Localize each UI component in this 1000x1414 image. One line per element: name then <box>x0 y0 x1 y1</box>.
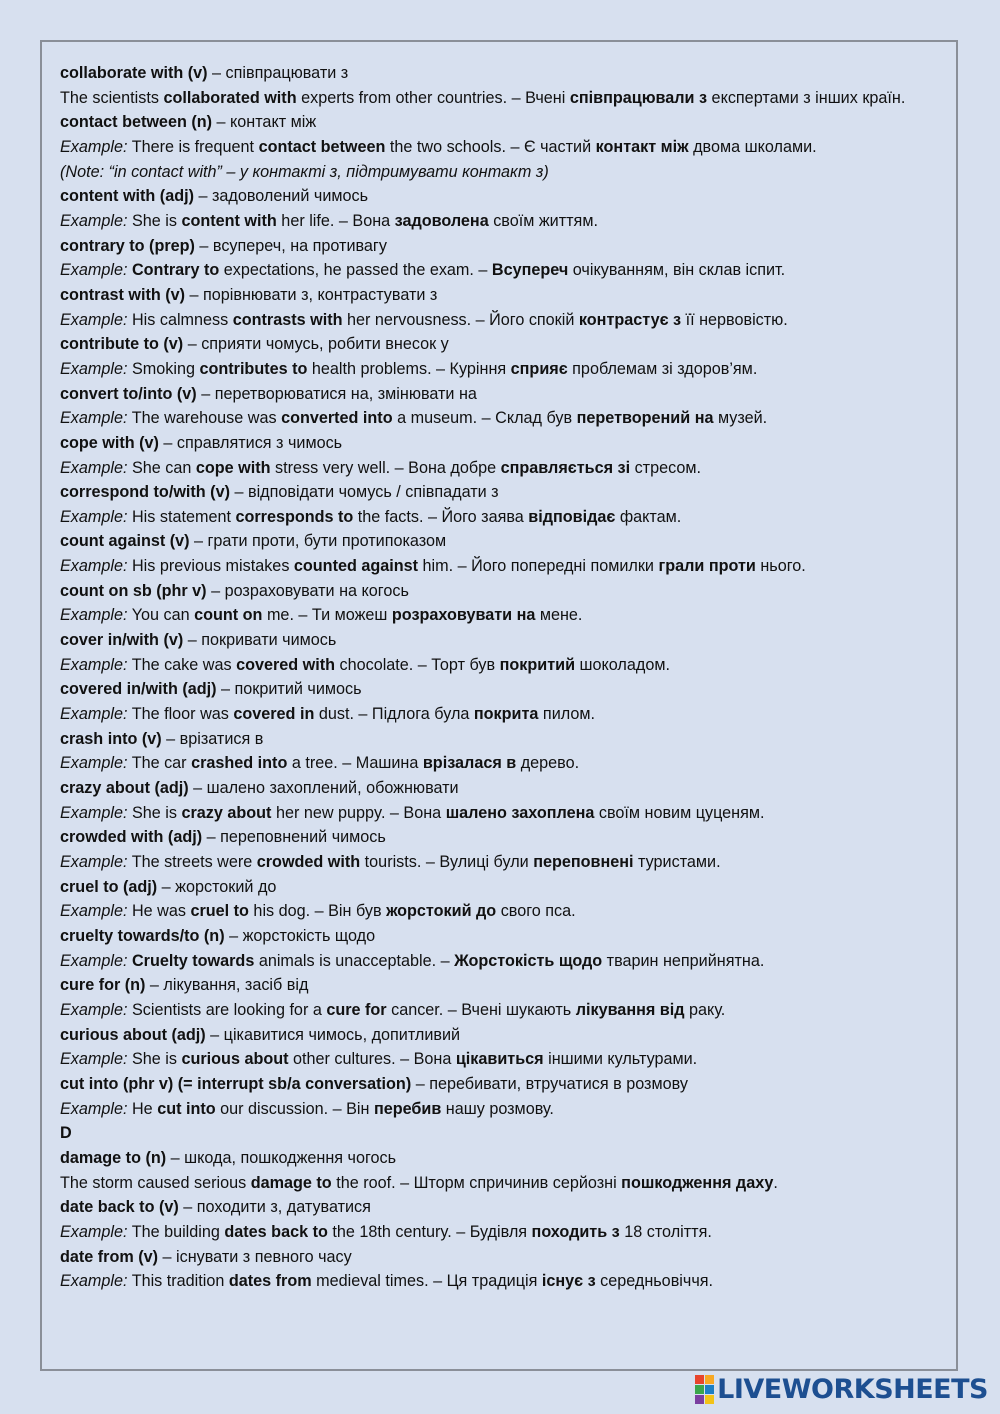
text-segment: шоколадом. <box>575 655 670 674</box>
text-segment: – всупереч, на противагу <box>194 236 387 255</box>
bold-phrase: cut into (phr v) (= interrupt sb/a conversation) <box>60 1074 412 1093</box>
term-heading <box>60 628 940 653</box>
bold-phrase: Cruelty towards <box>131 951 255 970</box>
text-segment: – покривати чимось <box>183 631 337 650</box>
term-heading <box>60 529 940 554</box>
text-segment: нашу розмову. <box>441 1099 554 1118</box>
text-segment: очікуванням, він склав іспит. <box>568 261 786 280</box>
example-line <box>60 258 940 283</box>
italic-phrase: Example: <box>60 557 128 576</box>
text-segment: фактам. <box>615 507 682 526</box>
italic-phrase: Example: <box>60 606 128 625</box>
italic-phrase: Example: <box>60 1050 128 1069</box>
bold-phrase: contrasts with <box>232 310 343 329</box>
text-segment: me. – Ти можеш <box>262 606 392 625</box>
term-heading <box>60 1023 940 1048</box>
example-line <box>60 702 940 727</box>
italic-phrase: Example: <box>60 951 128 970</box>
text-segment: – сприяти чомусь, робити внесок у <box>183 335 449 354</box>
italic-phrase: Example: <box>60 1222 128 1241</box>
bold-phrase: count on <box>194 606 263 625</box>
bold-phrase: correspond to/with (v) <box>60 483 230 502</box>
bold-phrase: пошкодження даху <box>621 1173 774 1192</box>
text-segment: her life. – Вона <box>276 211 395 230</box>
italic-phrase: Example: <box>60 705 128 724</box>
bold-phrase: covered in <box>233 705 315 724</box>
bold-phrase: date back to (v) <box>60 1198 179 1217</box>
italic-phrase: Example: <box>60 310 128 329</box>
text-segment: other cultures. – Вона <box>288 1050 456 1069</box>
text-segment: – співпрацювати з <box>207 64 349 82</box>
bold-phrase: curious about <box>181 1050 289 1069</box>
bold-phrase: D <box>60 1124 72 1143</box>
bold-phrase: грали проти <box>658 557 756 576</box>
text-segment: – покритий чимось <box>216 680 362 699</box>
example-line <box>60 406 940 431</box>
text-segment: – існувати з певного часу <box>158 1247 352 1266</box>
term-heading <box>60 677 940 702</box>
example-line <box>60 209 940 234</box>
text-segment: свого пса. <box>496 902 576 921</box>
italic-phrase: Example: <box>60 1000 128 1019</box>
term-heading <box>60 1146 940 1171</box>
italic-phrase: Example: <box>60 137 128 156</box>
example-line <box>60 1047 940 1072</box>
text-segment: She is <box>127 211 182 230</box>
logo-square <box>695 1375 704 1384</box>
bold-phrase: походить з <box>531 1222 620 1241</box>
text-segment: The car <box>127 754 192 773</box>
text-segment: him. – Його попередні помилки <box>418 557 659 576</box>
term-heading <box>60 283 940 308</box>
example-line <box>60 554 940 579</box>
text-segment: You can <box>127 606 195 625</box>
bold-phrase: контакт між <box>595 137 689 156</box>
italic-phrase: Example: <box>60 1099 128 1118</box>
text-segment: the two schools. – Є частий <box>385 137 596 156</box>
example-line <box>60 456 940 481</box>
bold-phrase: переповнені <box>533 853 634 871</box>
example-line <box>60 899 940 924</box>
logo-square <box>695 1395 704 1404</box>
term-heading <box>60 727 940 752</box>
text-segment: Scientists are looking for a <box>127 1000 327 1019</box>
example-line <box>60 308 940 333</box>
text-segment: – відповідати чомусь / співпадати з <box>229 483 499 502</box>
bold-phrase: contact between <box>258 137 386 156</box>
term-heading <box>60 184 940 209</box>
bold-phrase: contributes to <box>199 359 308 378</box>
liveworksheets-logo-icon <box>695 1375 714 1404</box>
text-segment: Smoking <box>127 359 200 378</box>
bold-phrase: співпрацювали з <box>569 88 708 107</box>
text-segment: – лікування, засіб від <box>145 976 309 995</box>
italic-phrase: Example: <box>60 655 128 674</box>
text-segment: середньовіччя. <box>595 1272 714 1291</box>
text-segment: – цікавитися чимось, допитливий <box>205 1025 461 1044</box>
text-segment: The streets were <box>127 853 257 871</box>
text-segment: . <box>773 1173 778 1192</box>
text-segment: тварин неприйнятна. <box>602 951 765 970</box>
bold-phrase: відповідає <box>528 507 616 526</box>
text-segment: – походити з, датуватися <box>178 1198 371 1217</box>
text-segment: нього. <box>755 557 806 576</box>
term-heading <box>60 61 940 86</box>
bold-phrase: collaborate with (v) <box>60 64 208 82</box>
bold-phrase: лікування від <box>575 1000 685 1019</box>
text-segment: – контакт між <box>212 113 317 132</box>
bold-phrase: справляється зі <box>500 458 631 477</box>
text-segment: our discussion. – Він <box>215 1099 374 1118</box>
term-heading <box>60 480 940 505</box>
text-segment: health problems. – Куріння <box>307 359 511 378</box>
italic-phrase: Example: <box>60 902 128 921</box>
logo-square <box>705 1385 714 1394</box>
text-segment: дерево. <box>516 754 580 773</box>
text-segment: experts from other countries. – Вчені <box>296 88 570 107</box>
bold-phrase: crashed into <box>191 754 288 773</box>
text-segment: пилом. <box>538 705 595 724</box>
bold-phrase: count on sb (phr v) <box>60 581 207 600</box>
text-segment: мене. <box>535 606 583 625</box>
text-segment: – порівнювати з, контрастувати з <box>185 285 438 304</box>
text-segment: tourists. – Вулиці були <box>360 853 534 871</box>
text-segment: The building <box>127 1222 225 1241</box>
term-heading <box>60 875 940 900</box>
bold-phrase: перебив <box>373 1099 442 1118</box>
bold-phrase: cover in/with (v) <box>60 631 184 650</box>
example-line <box>60 505 940 530</box>
bold-phrase: cure for <box>326 1000 387 1019</box>
text-segment: a museum. – Склад був <box>392 409 577 428</box>
italic-phrase: Example: <box>60 803 128 822</box>
example-line <box>60 850 940 875</box>
text-segment: туристами. <box>633 853 721 871</box>
text-segment: She is <box>127 803 182 822</box>
text-segment: He <box>127 1099 158 1118</box>
bold-phrase: collaborated with <box>163 88 297 107</box>
term-heading <box>60 1245 940 1270</box>
bold-phrase: покрита <box>473 705 539 724</box>
bold-phrase: cruelty towards/to (n) <box>60 926 225 945</box>
term-heading <box>60 579 940 604</box>
italic-phrase: Example: <box>60 261 128 280</box>
example-line <box>60 357 940 382</box>
term-heading <box>60 234 940 259</box>
text-segment: 18 століття. <box>619 1222 712 1241</box>
text-segment: – розраховувати на когось <box>206 581 409 600</box>
bold-phrase: існує з <box>541 1272 596 1291</box>
text-segment: the facts. – Його заява <box>353 507 529 526</box>
text-segment: She can <box>127 458 196 477</box>
example-line <box>60 801 940 826</box>
italic-phrase: Example: <box>60 409 128 428</box>
bold-phrase: content with (adj) <box>60 187 194 206</box>
example-line <box>60 949 940 974</box>
example-line <box>60 1171 940 1196</box>
term-heading <box>60 1121 940 1146</box>
bold-phrase: contribute to (v) <box>60 335 184 354</box>
example-line <box>60 135 940 160</box>
bold-phrase: cruel to (adj) <box>60 877 158 896</box>
logo-square <box>695 1385 704 1394</box>
text-segment: her new puppy. – Вона <box>271 803 446 822</box>
example-line <box>60 1097 940 1122</box>
text-segment: His previous mistakes <box>127 557 294 576</box>
bold-phrase: contrary to (prep) <box>60 236 195 255</box>
bold-phrase: cut into <box>157 1099 216 1118</box>
bold-phrase: шалено захоплена <box>445 803 595 822</box>
text-segment: раку. <box>684 1000 726 1019</box>
bold-phrase: контрастує з <box>578 310 682 329</box>
vocabulary-list <box>60 61 940 1294</box>
italic-phrase: Example: <box>60 754 128 773</box>
text-segment: cancer. – Вчені шукають <box>386 1000 576 1019</box>
text-segment: There is frequent <box>127 137 259 156</box>
text-segment: dust. – Підлога була <box>314 705 474 724</box>
term-heading <box>60 382 940 407</box>
bold-phrase: curious about (adj) <box>60 1025 206 1044</box>
bold-phrase: converted into <box>281 409 393 428</box>
example-line <box>60 603 940 628</box>
bold-phrase: crash into (v) <box>60 729 162 748</box>
bold-phrase: damage to <box>250 1173 332 1192</box>
text-segment: his dog. – Він був <box>248 902 387 921</box>
bold-phrase: covered in/with (adj) <box>60 680 217 699</box>
text-segment: The scientists <box>60 88 164 107</box>
italic-phrase: Example: <box>60 359 128 378</box>
bold-phrase: count against (v) <box>60 532 190 551</box>
text-segment: – шалено захоплений, обожнювати <box>188 779 459 798</box>
text-segment: The floor was <box>127 705 234 724</box>
bold-phrase: цікавиться <box>455 1050 544 1069</box>
text-segment: This tradition <box>127 1272 229 1291</box>
bold-phrase: Жорстокість щодо <box>454 951 603 970</box>
bold-phrase: content with <box>181 211 277 230</box>
example-line <box>60 998 940 1023</box>
text-segment: animals is unacceptable. – <box>254 951 455 970</box>
term-heading <box>60 1072 940 1097</box>
bold-phrase: Contrary to <box>131 261 220 280</box>
bold-phrase: date from (v) <box>60 1247 159 1266</box>
example-line <box>60 86 940 111</box>
logo-square <box>705 1375 714 1384</box>
text-segment: the 18th century. – Будівля <box>327 1222 532 1241</box>
text-segment: – справлятися з чимось <box>158 433 343 452</box>
bold-phrase: crazy about <box>181 803 272 822</box>
bold-phrase: contrast with (v) <box>60 285 186 304</box>
text-segment: She is <box>127 1050 182 1069</box>
example-line <box>60 1269 940 1294</box>
text-segment: stress very well. – Вона добре <box>270 458 501 477</box>
text-segment: – перебивати, втручатися в розмову <box>411 1074 688 1093</box>
text-segment: – жорстокість щодо <box>224 926 376 945</box>
example-line <box>60 1220 940 1245</box>
bold-phrase: corresponds to <box>235 507 354 526</box>
italic-phrase: (Note: “in contact with” – у контакті з, підтримувати контакт з) <box>60 162 549 181</box>
bold-phrase: crowded with (adj) <box>60 828 203 847</box>
bold-phrase: жорстокий до <box>386 902 497 921</box>
text-segment: – переповнений чимось <box>202 828 386 847</box>
bold-phrase: dates from <box>228 1272 312 1291</box>
text-segment: her nervousness. – Його спокій <box>342 310 579 329</box>
bold-phrase: contact between (n) <box>60 113 212 132</box>
bold-phrase: dates back to <box>224 1222 328 1241</box>
text-segment: expectations, he passed the exam. – <box>219 261 492 280</box>
italic-phrase: Example: <box>60 1272 128 1291</box>
text-segment: іншими культурами. <box>543 1050 698 1069</box>
text-segment: стресом. <box>630 458 702 477</box>
bold-phrase: damage to (n) <box>60 1148 167 1167</box>
text-segment: своїм новим цуценям. <box>594 803 765 822</box>
bold-phrase: convert to/into (v) <box>60 384 197 403</box>
term-heading <box>60 924 940 949</box>
text-segment: двома школами. <box>688 137 817 156</box>
text-segment: He was <box>127 902 191 921</box>
text-segment: The warehouse was <box>127 409 282 428</box>
bold-phrase: розраховувати на <box>391 606 536 625</box>
note-line <box>60 160 940 185</box>
liveworksheets-logo[interactable] <box>695 1374 988 1404</box>
bold-phrase: crazy about (adj) <box>60 779 189 798</box>
text-segment: the roof. – Шторм спричинив серйозні <box>331 1173 622 1192</box>
italic-phrase: Example: <box>60 458 128 477</box>
bold-phrase: crowded with <box>256 853 361 871</box>
bold-phrase: cope with <box>195 458 271 477</box>
italic-phrase: Example: <box>60 853 128 871</box>
text-segment: The cake was <box>127 655 237 674</box>
term-heading <box>60 431 940 456</box>
bold-phrase: Всупереч <box>491 261 569 280</box>
term-heading <box>60 110 940 135</box>
term-heading <box>60 1195 940 1220</box>
bold-phrase: задоволена <box>394 211 489 230</box>
text-segment: – жорстокий до <box>157 877 277 896</box>
text-segment: її нервовістю. <box>681 310 788 329</box>
text-segment: His calmness <box>127 310 233 329</box>
text-segment: проблемам зі здоров’ям. <box>567 359 758 378</box>
bold-phrase: покритий <box>499 655 576 674</box>
text-segment: chocolate. – Торт був <box>335 655 500 674</box>
italic-phrase: Example: <box>60 507 128 526</box>
bold-phrase: перетворений на <box>576 409 714 428</box>
example-line <box>60 751 940 776</box>
text-segment: експертами з інших країн. <box>707 88 906 107</box>
text-segment: – врізатися в <box>161 729 264 748</box>
bold-phrase: cure for (n) <box>60 976 146 995</box>
text-segment: The storm caused serious <box>60 1173 251 1192</box>
term-heading <box>60 332 940 357</box>
text-segment: a tree. – Машина <box>287 754 423 773</box>
logo-text: LIVEWORKSHEETS <box>717 1373 988 1405</box>
term-heading <box>60 825 940 850</box>
text-segment: музей. <box>713 409 768 428</box>
text-segment: – задоволений чимось <box>193 187 369 206</box>
text-segment: – шкода, пошкодження чогось <box>166 1148 397 1167</box>
bold-phrase: cruel to <box>190 902 249 921</box>
italic-phrase: Example: <box>60 211 128 230</box>
logo-square <box>705 1395 714 1404</box>
term-heading <box>60 776 940 801</box>
text-segment: – грати проти, бути протипоказом <box>189 532 447 551</box>
text-segment: His statement <box>127 507 236 526</box>
term-heading <box>60 973 940 998</box>
text-segment: – перетворюватися на, змінювати на <box>196 384 477 403</box>
bold-phrase: counted against <box>293 557 419 576</box>
bold-phrase: covered with <box>236 655 336 674</box>
example-line <box>60 653 940 678</box>
text-segment: своїм життям. <box>488 211 598 230</box>
text-segment: medieval times. – Ця традиція <box>311 1272 542 1291</box>
bold-phrase: сприяє <box>510 359 568 378</box>
bold-phrase: cope with (v) <box>60 433 159 452</box>
bold-phrase: врізалася в <box>422 754 517 773</box>
